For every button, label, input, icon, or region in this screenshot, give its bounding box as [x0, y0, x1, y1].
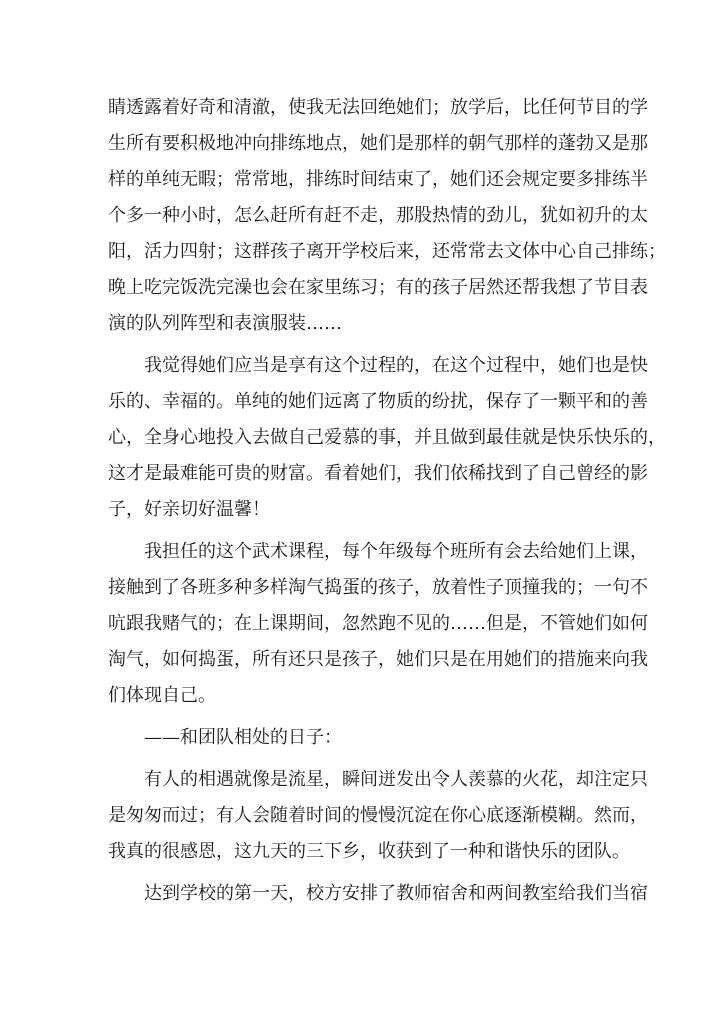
text-line: 吭跟我赌气的；在上课期间，忽然跑不见的……但是，不管她们如何 — [108, 613, 648, 634]
text-line: 阳，活力四射；这群孩子离开学校后来，还常常去文体中心自己排练； — [108, 241, 666, 262]
text-line: 达到学校的第一天，校方安排了教师宿舍和两间教室给我们当宿 — [144, 883, 648, 904]
heading-line: ——和团队相处的日子： — [144, 727, 342, 748]
paragraph-3 — [108, 534, 648, 714]
section-heading — [108, 720, 613, 756]
text-line: 是匆匆而过；有人会随着时间的慢慢沉淀在你心底逐渐模糊。然而， — [108, 805, 648, 826]
text-line: 我真的很感恩，这九天的三下乡，收获到了一种和谐快乐的团队。 — [108, 841, 630, 862]
paragraph-5 — [108, 876, 648, 912]
text-line: 子，好亲切好温馨！ — [108, 499, 270, 520]
paragraph-1 — [108, 90, 666, 342]
text-line: 这才是最难能可贵的财富。看着她们，我们依稀找到了自己曾经的影 — [108, 463, 648, 484]
text-line: 样的单纯无暇；常常地，排练时间结束了，她们还会规定要多排练半 — [108, 169, 648, 190]
text-line: 我担任的这个武术课程，每个年级每个班所有会去给她们上课， — [144, 541, 648, 562]
text-line: 演的队列阵型和表演服装…… — [108, 313, 342, 334]
text-line: 淘气，如何捣蛋，所有还只是孩子，她们只是在用她们的措施来向我 — [108, 649, 648, 670]
text-line: 个多一种小时，怎么赶所有赶不走，那股热情的劲儿，犹如初升的太 — [108, 205, 648, 226]
text-line: 们体现自己。 — [108, 685, 216, 706]
text-line: 我觉得她们应当是享有这个过程的，在这个过程中，她们也是快 — [144, 355, 648, 376]
text-line: 心，全身心地投入去做自己爱慕的事，并且做到最佳就是快乐快乐的， — [108, 427, 666, 448]
paragraph-2 — [108, 348, 666, 528]
text-line: 生所有要积极地冲向排练地点，她们是那样的朝气那样的蓬勃又是那 — [108, 133, 648, 154]
text-line: 睛透露着好奇和清澈，使我无法回绝她们；放学后，比任何节目的学 — [108, 97, 648, 118]
text-line: 接触到了各班多种多样淘气捣蛋的孩子，放着性子顶撞我的；一句不 — [108, 577, 648, 598]
text-line: 晚上吃完饭洗完澡也会在家里练习；有的孩子居然还帮我想了节目表 — [108, 277, 648, 298]
paragraph-4 — [108, 762, 648, 870]
document-body — [108, 90, 666, 912]
text-line: 有人的相遇就像是流星，瞬间迸发出令人羡慕的火花，却注定只 — [144, 769, 648, 790]
text-line: 乐的、幸福的。单纯的她们远离了物质的纷扰，保存了一颗平和的善 — [108, 391, 648, 412]
